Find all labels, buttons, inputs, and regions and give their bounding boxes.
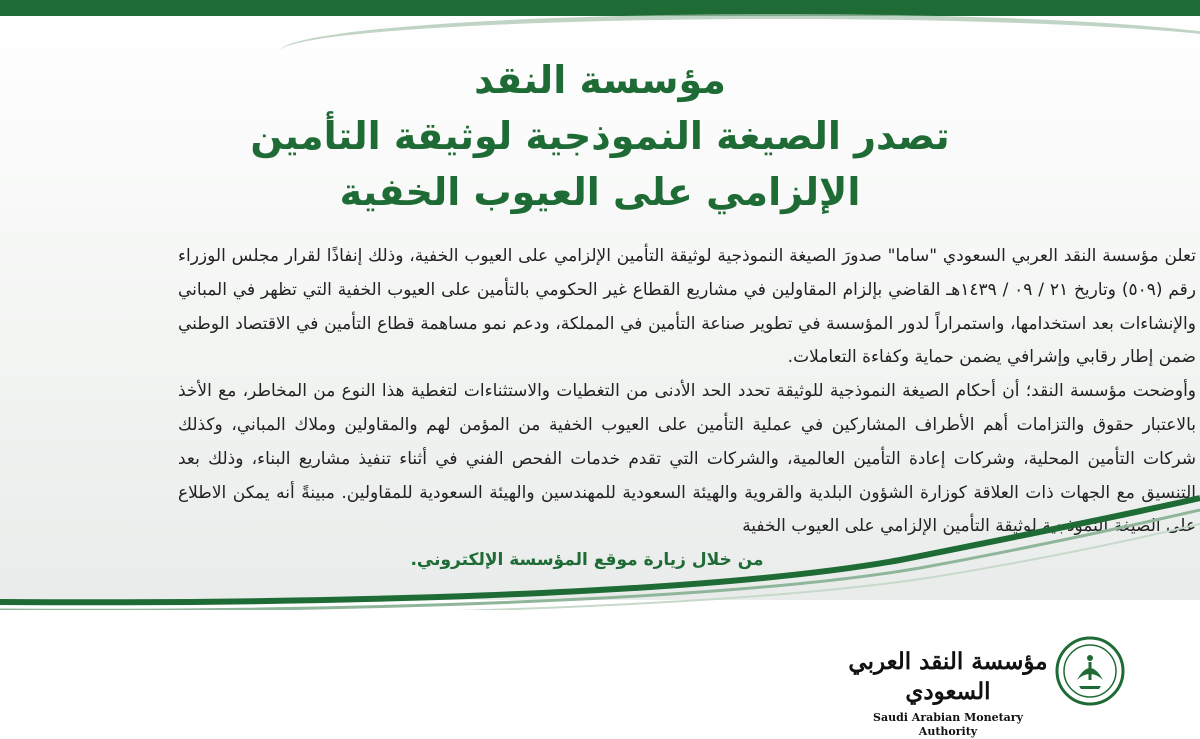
logo-arabic-name: مؤسسة النقد العربي السعودي [848,648,1048,705]
headline-line-2: تصدر الصيغة النموذجية لوثيقة التأمين [250,114,950,158]
sama-wordmark [843,647,1053,739]
headline-line-1: مؤسسة النقد [474,58,726,102]
body-closing-line: من خلال زيارة موقع المؤسسة الإلكتروني. [410,550,764,571]
body-paragraph-1: تعلن مؤسسة النقد العربي السعودي "ساما" صدورَ الصيغة النموذجية لوثيقة التأمين الإلزامي على العيوب الخفية، وذلك إنفاذًا لقرار مجلس الوزراء رقم (٥٠٩) وتاريخ ٢١ / ٠٩ / ١٤٣٩هـ القاضي بإلزام المقاولين في مشاريع القطاع غير الحكومي بالتأمين على العيوب الخفية التي تظهر في المباني والإنشاءات بعد استخدامها، واستمراراً لدور المؤسسة في تطوير صناعة التأمين في المملكة، ودعم نمو مساهمة قطاع التأمين في الاقتصاد الوطني ضمن إطار رقابي وإشرافي يضمن حماية وكفاءة التعاملات. [178,246,1196,368]
body-paragraph-2: وأوضحت مؤسسة النقد؛ أن أحكام الصيغة النموذجية للوثيقة تحدد الحد الأدنى من التغطيات والاستثناءات لتغطية هذا النوع من المخاطر، مع الأخذ بالاعتبار حقوق والتزامات أهم الأطراف المشاركين في عملية التأمين على العيوب الخفية من المؤمن لهم والمقاولين وملاك المباني، وكذلك شركات التأمين المحلية، وشركات إعادة التأمين العالمية، والشركات التي تقدم خدمات الفحص الفني في أثناء تنفيذ مشاريع البناء، وذلك بعد التنسيق مع الجهات ذات العلاقة كوزارة الشؤون البلدية والقروية والهيئة السعودية للمهندسين والهيئة السعودية للمقاولين. مبينةً أنه يمكن الاطلاع على الصيغة النموذجية لوثيقة التأمين الإلزامي على العيوب الخفية [178,381,1196,537]
headline-line-3: الإلزامي على العيوب الخفية [339,170,861,214]
decorative-wave [0,480,1200,620]
top-green-bar [0,0,1200,16]
logo-english-name: Saudi Arabian Monetary Authority [873,711,1023,738]
sama-seal-icon [1055,636,1125,706]
